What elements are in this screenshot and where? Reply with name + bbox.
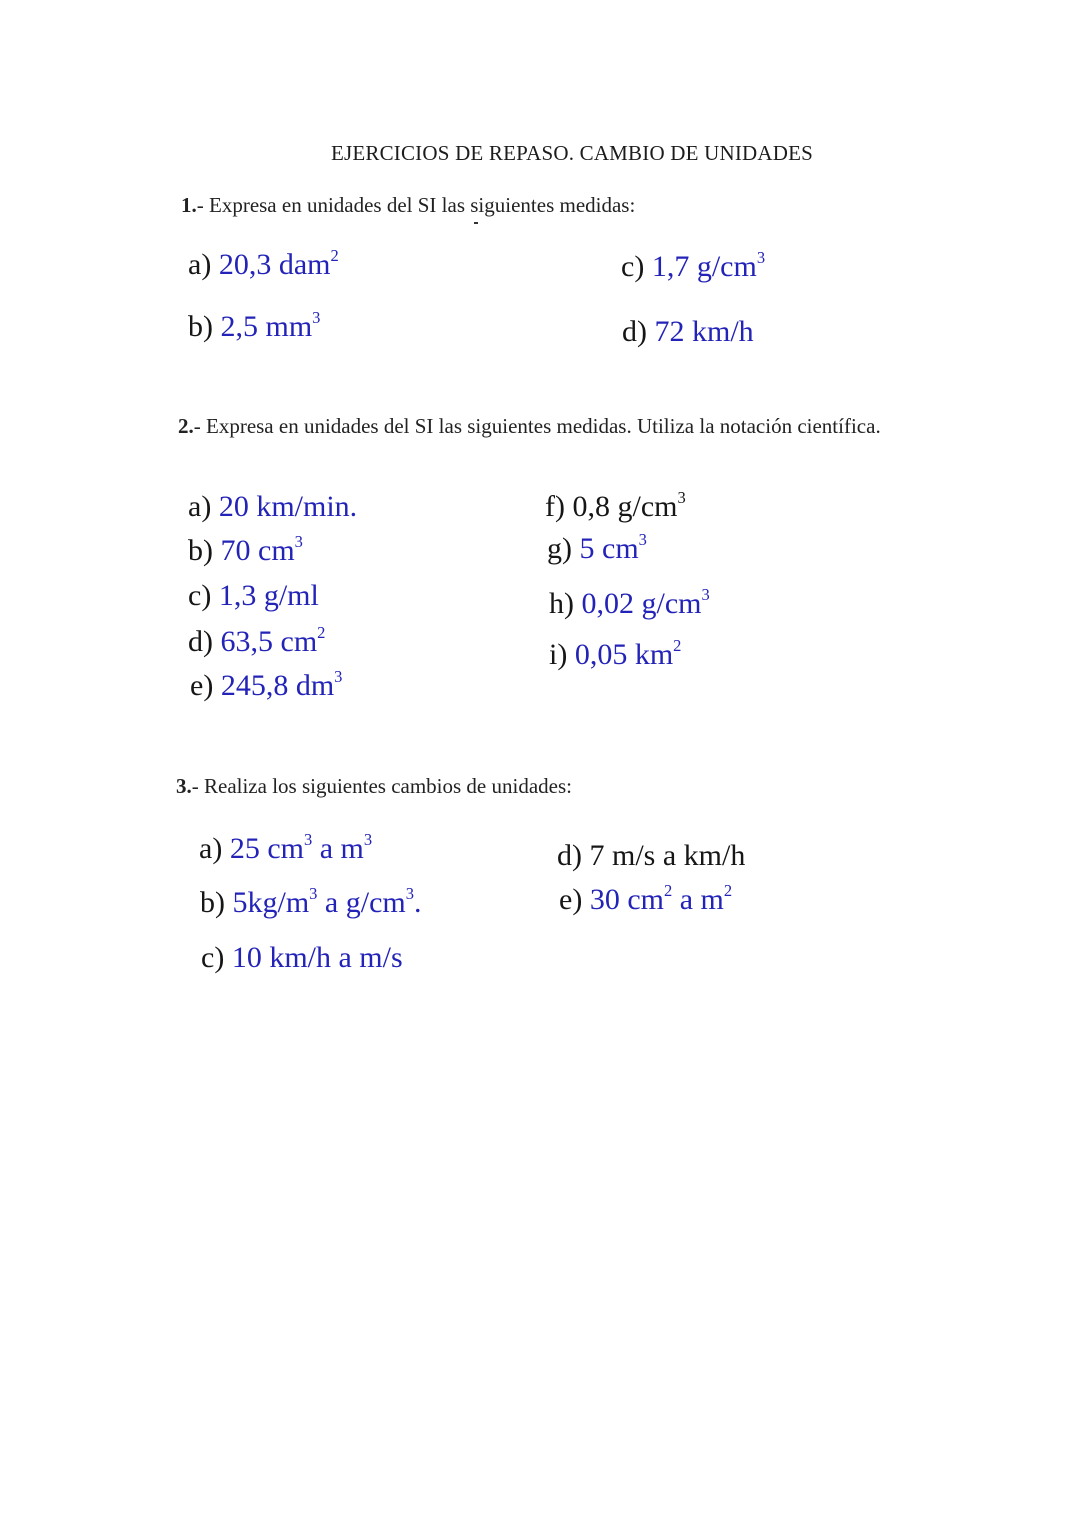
stray-mark — [474, 222, 478, 224]
item-label: c) — [621, 250, 645, 283]
exercise-3c — [201, 943, 403, 973]
item-label: c) — [188, 579, 212, 612]
exercise-3d — [557, 841, 745, 871]
item-value: 63,5 $cm^2$ — [220, 622, 326, 658]
exercise-2g — [547, 529, 647, 565]
item-label: d) — [622, 315, 647, 348]
section-number: 3. — [176, 774, 192, 798]
item-label: d) — [557, 839, 582, 872]
exercise-3e — [559, 880, 733, 916]
exercise-2c — [188, 581, 319, 611]
section-heading-text: - Realiza los siguientes cambios de unidades: — [191, 774, 572, 798]
item-label: a) — [188, 490, 212, 523]
exercise-2a — [188, 492, 357, 522]
exercise-2h — [549, 584, 710, 620]
section-heading-text: - Expresa en unidades del SI las siguientes medidas: — [196, 193, 636, 217]
exercise-3b — [200, 883, 422, 919]
item-value: 25 $cm^3$ a $m^3$ — [229, 829, 373, 865]
exercise-2i — [549, 635, 682, 671]
item-label: a) — [199, 832, 223, 865]
section-1-heading — [181, 193, 635, 218]
item-value: 30 $cm^2$ a $m^2$ — [589, 880, 733, 916]
item-value: 72 km/h — [654, 315, 754, 348]
item-value: 1,3 g/ml — [218, 579, 319, 612]
exercise-2b — [188, 531, 303, 567]
item-label: a) — [188, 248, 212, 281]
item-value: 0,05 $km^2$ — [574, 635, 682, 671]
item-label: d) — [188, 625, 213, 658]
item-label: h) — [549, 587, 574, 620]
section-number: 2. — [178, 414, 194, 438]
item-label: f) — [545, 490, 565, 523]
item-label: b) — [200, 886, 225, 919]
exercise-1c — [621, 247, 766, 283]
item-value: 10 km/h a m/s — [231, 941, 403, 974]
item-value: 0,8 $g/cm^3$ — [572, 487, 686, 523]
item-value: 0,02 $g/cm^3$ — [581, 584, 710, 620]
item-value: 245,8 $dm^3$ — [220, 666, 343, 702]
item-label: e) — [559, 883, 583, 916]
item-label: b) — [188, 310, 213, 343]
item-label: e) — [190, 669, 214, 702]
section-heading-text: - Expresa en unidades del SI las siguientes medidas. Utiliza la notación científica. — [193, 414, 881, 438]
exercise-1d — [622, 317, 754, 347]
item-label: g) — [547, 532, 572, 565]
item-label: b) — [188, 534, 213, 567]
exercise-3a — [199, 829, 373, 865]
exercise-2e — [190, 666, 343, 702]
item-value: 1,7 $g/cm^3$ — [651, 247, 766, 283]
section-number: 1. — [181, 193, 197, 217]
page-title: EJERCICIOS DE REPASO. CAMBIO DE UNIDADES — [330, 141, 814, 165]
item-value: $5kg/m^3$ a $g/cm^3$. — [232, 883, 422, 919]
item-value: 7 m/s a km/h — [589, 839, 746, 872]
exercise-2f — [545, 487, 686, 523]
section-3-heading — [176, 774, 572, 799]
exercise-2d — [188, 622, 326, 658]
exercise-1b — [188, 307, 321, 343]
exercise-1a — [188, 245, 339, 281]
section-2-heading — [178, 414, 881, 439]
item-value: 5 $cm^3$ — [579, 529, 647, 565]
item-value: 20 km/min. — [218, 490, 358, 523]
item-value: 70 $cm^3$ — [220, 531, 303, 567]
item-value: 20,3 dam$^2$ — [218, 245, 339, 281]
item-label: c) — [201, 941, 225, 974]
item-label: i) — [549, 638, 568, 671]
item-value: 2,5 $mm^3$ — [220, 307, 321, 343]
